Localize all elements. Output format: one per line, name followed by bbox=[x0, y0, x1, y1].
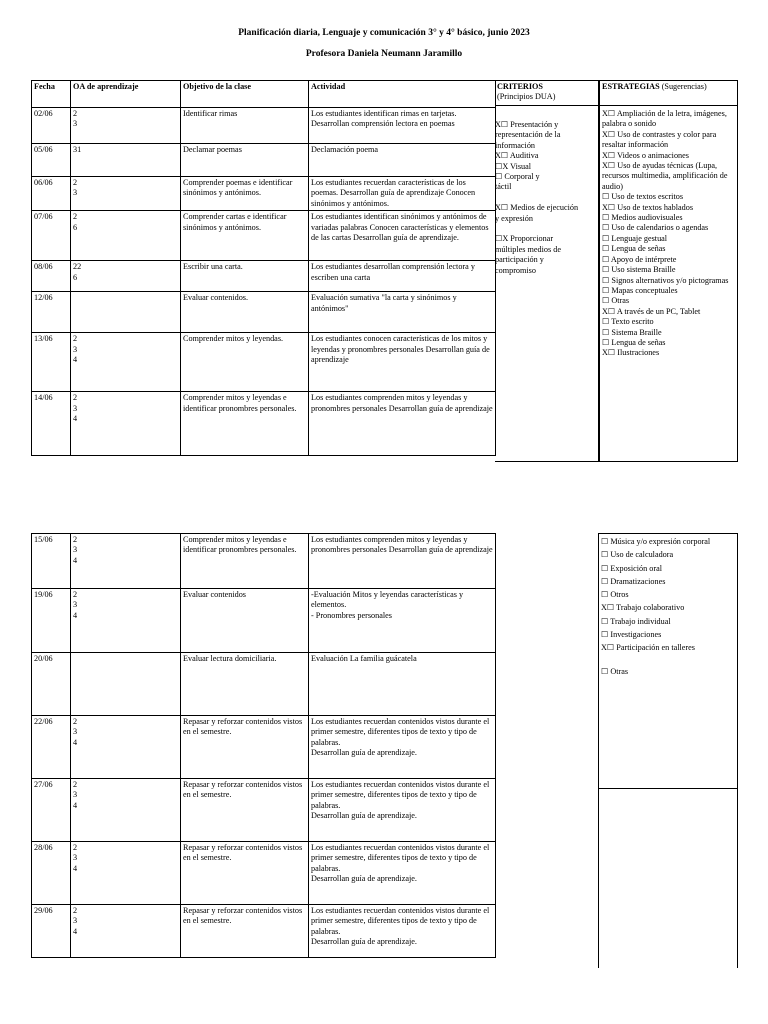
list-item: X☐ Ilustraciones bbox=[602, 348, 660, 358]
cell-actividad: Declamación poema bbox=[309, 144, 496, 177]
list-item: ☐ Mapas conceptuales bbox=[602, 285, 678, 295]
list-item: múltiples medios de bbox=[495, 244, 561, 254]
table-row bbox=[32, 333, 496, 392]
cell-actividad: Los estudiantes recuerdan características de los poemas. Desarrollan guía de aprendizaje Conocen sinónimos y antónimos. bbox=[309, 177, 496, 211]
cell-objetivo: Declamar poemas bbox=[181, 144, 309, 177]
list-item: ☐ Otras bbox=[601, 667, 629, 677]
cell-fecha: 19/06 bbox=[32, 589, 71, 653]
estrategias-divider bbox=[599, 788, 737, 789]
table-row bbox=[32, 211, 496, 261]
cell-actividad: Los estudiantes identifican rimas en tarjetas. Desarrollan comprensión lectora en poemas bbox=[309, 108, 496, 144]
list-item: ☐ Uso sistema Braille bbox=[602, 265, 676, 275]
list-item: participación y bbox=[495, 255, 544, 265]
cell-actividad: Los estudiantes comprenden mitos y leyendas y pronombres personales Desarrollan guía de aprendizaje bbox=[309, 392, 496, 456]
cell-oa bbox=[71, 653, 181, 716]
list-item bbox=[601, 655, 735, 665]
list-item: ☐X Visual bbox=[495, 161, 532, 171]
cell-objetivo: Repasar y reforzar contenidos vistos en el semestre. bbox=[181, 905, 309, 958]
cell-oa: 31 bbox=[71, 144, 181, 177]
cell-actividad: Los estudiantes recuerdan contenidos vistos durante el primer semestre, diferentes tipos de texto y tipo de palabras. Desarrollan guía de aprendizaje. bbox=[309, 716, 496, 779]
list-item: ☐ Corporal y bbox=[495, 172, 540, 182]
criterios-title: CRITERIOS bbox=[497, 82, 543, 91]
cell-objetivo: Repasar y reforzar contenidos vistos en el semestre. bbox=[181, 842, 309, 905]
cell-objetivo: Escribir una carta. bbox=[181, 261, 309, 292]
table-row bbox=[32, 842, 496, 905]
list-item: ☐ Signos alternativos y/o pictogramas bbox=[602, 275, 729, 285]
list-item: ☐ Lenguaje gestual bbox=[602, 233, 668, 243]
cell-objetivo: Identificar rimas bbox=[181, 108, 309, 144]
criterios-subtitle: (Principios DUA) bbox=[497, 92, 556, 102]
header-fecha: Fecha bbox=[32, 81, 71, 108]
cell-objetivo: Comprender mitos y leyendas e identificar pronombres personales. bbox=[181, 534, 309, 589]
table-row bbox=[32, 292, 496, 333]
list-item: ☐ Exposición oral bbox=[601, 563, 663, 573]
list-item: X☐ A través de un PC, Tablet bbox=[602, 306, 701, 316]
cell-actividad: -Evaluación Mitos y leyendas características y elementos. - Pronombres personales bbox=[309, 589, 496, 653]
cell-oa: 2 3 4 bbox=[71, 589, 181, 653]
list-item: X☐ Auditiva bbox=[495, 151, 539, 161]
table-row bbox=[32, 589, 496, 653]
cell-oa: 2 3 4 bbox=[71, 392, 181, 456]
estrategias-title: ESTRATEGIAS bbox=[602, 82, 660, 91]
planning-table-page2 bbox=[31, 533, 496, 958]
cell-fecha: 05/06 bbox=[32, 144, 71, 177]
table-row bbox=[32, 144, 496, 177]
cell-fecha: 14/06 bbox=[32, 392, 71, 456]
list-item: X☐ Videos o animaciones bbox=[602, 150, 689, 160]
cell-objetivo: Comprender cartas e identificar sinónimos y antónimos. bbox=[181, 211, 309, 261]
estrategias-subtitle: (Sugerencias) bbox=[661, 82, 707, 91]
table-row bbox=[32, 392, 496, 456]
cell-oa: 2 3 bbox=[71, 177, 181, 211]
cell-objetivo: Comprender poemas e identificar sinónimos y antónimos. bbox=[181, 177, 309, 211]
list-item: ☐ Otros bbox=[601, 590, 629, 600]
list-item: ☐ Lengua de señas bbox=[602, 337, 666, 347]
cell-oa: 2 3 bbox=[71, 108, 181, 144]
cell-objetivo: Evaluar contenidos bbox=[181, 589, 309, 653]
list-item: información bbox=[495, 140, 536, 150]
list-item: X☐ Uso de contrastes y color para resaltar información bbox=[602, 129, 717, 150]
list-item: ☐ Otras bbox=[602, 296, 630, 306]
cell-objetivo: Repasar y reforzar contenidos vistos en el semestre. bbox=[181, 716, 309, 779]
table-row bbox=[32, 261, 496, 292]
cell-oa: 2 3 4 bbox=[71, 716, 181, 779]
cell-fecha: 08/06 bbox=[32, 261, 71, 292]
cell-actividad: Los estudiantes comprenden mitos y leyendas y pronombres personales Desarrollan guía de aprendizaje bbox=[309, 534, 496, 589]
list-item: ☐ Dramatizaciones bbox=[601, 576, 666, 586]
cell-fecha: 06/06 bbox=[32, 177, 71, 211]
cell-fecha: 13/06 bbox=[32, 333, 71, 392]
cell-fecha: 15/06 bbox=[32, 534, 71, 589]
header-actividad: Actividad bbox=[309, 81, 496, 108]
cell-fecha: 27/06 bbox=[32, 779, 71, 842]
cell-actividad: Evaluación La familia guácatela bbox=[309, 653, 496, 716]
cell-objetivo: Comprender mitos y leyendas. bbox=[181, 333, 309, 392]
list-item: ☐ Uso de textos escritos bbox=[602, 192, 684, 202]
cell-oa: 2 3 4 bbox=[71, 905, 181, 958]
table-row bbox=[32, 177, 496, 211]
list-item: compromiso bbox=[495, 265, 536, 275]
cell-objetivo: Evaluar contenidos. bbox=[181, 292, 309, 333]
list-item: ☐ Música y/o expresión corporal bbox=[601, 537, 711, 546]
teacher-name: Profesora Daniela Neumann Jaramillo bbox=[305, 49, 463, 59]
header-oa: OA de aprendizaje bbox=[71, 81, 181, 108]
list-item: X☐ Uso de ayudas técnicas (Lupa, recursos multimedia, amplificación de audio) bbox=[602, 161, 728, 191]
cell-fecha: 22/06 bbox=[32, 716, 71, 779]
cell-actividad: Los estudiantes recuerdan contenidos vistos durante el primer semestre, diferentes tipos de texto y tipo de palabras. Desarrollan guía de aprendizaje. bbox=[309, 779, 496, 842]
list-item: representación de la bbox=[495, 130, 561, 140]
cell-fecha: 07/06 bbox=[32, 211, 71, 261]
list-item: X☐ Ampliación de la letra, imágenes, palabra o sonido bbox=[602, 109, 727, 129]
document-title: Planificación diaria, Lenguaje y comunicación 3° y 4° básico, junio 2023 bbox=[238, 28, 530, 38]
cell-oa: 2 3 4 bbox=[71, 842, 181, 905]
table-row bbox=[32, 779, 496, 842]
cell-oa: 2 3 4 bbox=[71, 534, 181, 589]
cell-actividad: Los estudiantes recuerdan contenidos vistos durante el primer semestre, diferentes tipos de texto y tipo de palabras. Desarrollan guía de aprendizaje. bbox=[309, 842, 496, 905]
cell-actividad: Los estudiantes recuerdan contenidos vistos durante el primer semestre, diferentes tipos de texto y tipo de palabras. Desarrollan guía de aprendizaje. bbox=[309, 905, 496, 958]
cell-actividad: Los estudiantes identifican sinónimos y antónimos de variadas palabras Conocen características y elementos de las cartas Desarrollan guía de aprendizaje. bbox=[309, 211, 496, 261]
cell-oa: 22 6 bbox=[71, 261, 181, 292]
list-item: ☐ Investigaciones bbox=[601, 630, 662, 640]
list-item: ☐ Uso de calculadora bbox=[601, 550, 674, 560]
list-item: X☐ Medios de ejecución bbox=[495, 203, 579, 213]
cell-actividad: Evaluación sumativa "la carta y sinónimos y antónimos" bbox=[309, 292, 496, 333]
list-item: ☐ Sistema Braille bbox=[602, 327, 662, 337]
cell-actividad: Los estudiantes desarrollan comprensión lectora y escriben una carta bbox=[309, 261, 496, 292]
estrategias-column-page2 bbox=[598, 533, 738, 968]
table-row bbox=[32, 534, 496, 589]
list-item: X☐ Presentación y bbox=[495, 120, 559, 129]
table-row bbox=[32, 108, 496, 144]
cell-fecha: 28/06 bbox=[32, 842, 71, 905]
cell-actividad: Los estudiantes conocen características de los mitos y leyendas y pronombres personales Desarrollan guía de aprendizaje bbox=[309, 333, 496, 392]
cell-objetivo: Evaluar lectura domiciliaria. bbox=[181, 653, 309, 716]
header-objetivo: Objetivo de la clase bbox=[181, 81, 309, 108]
cell-fecha: 02/06 bbox=[32, 108, 71, 144]
cell-fecha: 20/06 bbox=[32, 653, 71, 716]
list-item bbox=[495, 193, 598, 203]
table-row bbox=[32, 653, 496, 716]
list-item bbox=[495, 224, 598, 234]
criterios-column bbox=[495, 80, 599, 462]
list-item: ☐X Proporcionar bbox=[495, 234, 554, 244]
cell-oa bbox=[71, 292, 181, 333]
table-row bbox=[32, 716, 496, 779]
list-item: ☐ Medios audiovisuales bbox=[602, 213, 683, 223]
cell-objetivo: Comprender mitos y leyendas e identificar pronombres personales. bbox=[181, 392, 309, 456]
cell-objetivo: Repasar y reforzar contenidos vistos en el semestre. bbox=[181, 779, 309, 842]
estrategias-column bbox=[599, 80, 738, 462]
list-item: táctil bbox=[495, 182, 512, 192]
list-item: ☐ Apoyo de intérprete bbox=[602, 254, 677, 264]
list-item: X☐ Trabajo colaborativo bbox=[601, 603, 685, 613]
list-item: ☐ Trabajo individual bbox=[601, 616, 671, 626]
list-item: X☐ Participación en talleres bbox=[601, 643, 695, 653]
cell-fecha: 29/06 bbox=[32, 905, 71, 958]
list-item: ☐ Uso de calendarios o agendas bbox=[602, 223, 709, 233]
table-row bbox=[32, 905, 496, 958]
cell-oa: 2 3 4 bbox=[71, 333, 181, 392]
list-item: ☐ Lengua de señas bbox=[602, 244, 666, 254]
list-item: ☐ Texto escrito bbox=[602, 317, 654, 327]
cell-fecha: 12/06 bbox=[32, 292, 71, 333]
planning-table-page1 bbox=[31, 80, 496, 456]
list-item: X☐ Uso de textos hablados bbox=[602, 202, 694, 212]
cell-oa: 2 6 bbox=[71, 211, 181, 261]
cell-oa: 2 3 4 bbox=[71, 779, 181, 842]
list-item: y expresión bbox=[495, 213, 533, 223]
